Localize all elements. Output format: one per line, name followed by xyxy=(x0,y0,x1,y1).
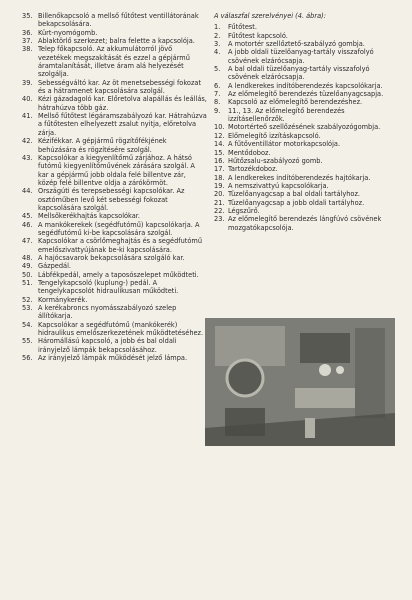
item-number: 40. xyxy=(22,95,33,104)
item-number: 14. xyxy=(214,140,225,149)
item-number: 49. xyxy=(22,262,33,271)
item-number: 43. xyxy=(22,153,33,162)
item-text: Kürt-nyomógomb. xyxy=(38,28,98,37)
list-item xyxy=(22,29,207,37)
item-number: 52. xyxy=(22,295,33,304)
list-item xyxy=(22,154,207,187)
item-text: Háromállású kapcsoló, a jobb és bal oldali irányjelző lámpák bekapcsolásához. xyxy=(38,337,177,354)
item-number: 6. xyxy=(214,81,221,90)
list-item xyxy=(22,337,207,354)
list-item xyxy=(22,296,207,304)
item-text: Tartozékdoboz. xyxy=(228,165,278,174)
list-item xyxy=(214,190,394,198)
item-text: Gázpedál. xyxy=(38,262,72,271)
item-text: Kapcsoló az előmelegítő berendezéshez. xyxy=(228,98,363,107)
bulkhead-photo-illustration xyxy=(205,318,395,446)
control-list xyxy=(22,12,207,362)
list-item xyxy=(22,304,207,321)
item-number: 50. xyxy=(22,270,33,279)
item-text: Telep főkapcsoló. Az akkumulátorról jövő vezetékek megszakítását és ezzel a gépjármű áramtalanítását, illetve áram alá helyezését szolgálja. xyxy=(38,45,190,79)
list-item xyxy=(22,354,207,362)
item-text: Az előmelegítő berendezés tüzelőanyagcsapja. xyxy=(228,90,384,99)
item-number: 3. xyxy=(214,40,221,49)
item-text: Légszűrő. xyxy=(228,206,260,215)
list-item xyxy=(214,48,394,65)
item-number: 39. xyxy=(22,78,33,87)
item-text: Billenőkapcsoló a mellső fűtőtest ventillátorának bekapcsolására. xyxy=(38,12,199,29)
list-item xyxy=(214,215,394,232)
list-item xyxy=(214,82,394,90)
item-text: Kézifékkar. A gépjármű rögzítőfékjének behúzására és rögzítésére szolgál. xyxy=(38,137,167,154)
list-item xyxy=(22,321,207,338)
item-text: Mellsőkerékhajtás kapcsolókar. xyxy=(38,212,141,221)
item-text: A fűtőventillátor motorkapcsolója. xyxy=(228,140,341,149)
item-text: A mankókerekek (segédfutómű) kapcsolókarja. A segédfutómű ki-be kapcsolására szolgál. xyxy=(38,220,200,237)
item-number: 5. xyxy=(214,65,221,74)
item-text: Az irányjelző lámpák működését jelző lámpa. xyxy=(38,354,188,363)
item-number: 12. xyxy=(214,131,225,140)
list-item xyxy=(214,132,394,140)
item-text: Ablaktörlő szerkezet; balra felette a kapcsolója. xyxy=(38,37,195,46)
item-number: 9. xyxy=(214,106,221,115)
item-text: Kapcsolókar a csörlőmeghajtás és a segédfutómű emelőszivattyújának be-ki kapcsolására. xyxy=(38,237,202,254)
item-number: 19. xyxy=(214,181,225,190)
list-item xyxy=(22,12,207,29)
item-text: Motortérteő szellőzésének szabályozógombja. xyxy=(228,123,381,132)
list-item xyxy=(214,165,394,173)
list-item xyxy=(214,107,394,124)
item-number: 51. xyxy=(22,279,33,287)
item-text: A jobb oldali tüzelőanyag-tartály visszafolyó csövének elzárócsapja. xyxy=(228,48,374,65)
list-item xyxy=(214,199,394,207)
item-text: Országúti és terepsebességi kapcsolókar. Az osztóműben levő két sebességi fokozat kapcsolására szolgál. xyxy=(38,187,185,212)
item-number: 35. xyxy=(22,12,33,20)
item-number: 37. xyxy=(22,37,33,46)
item-text: Előmelegítő izzításkapcsoló. xyxy=(228,131,321,140)
item-text: Az előmelegítő berendezés lángfúvó csövének mozgatókapcsolója. xyxy=(228,215,382,232)
list-item xyxy=(22,79,207,96)
list-item xyxy=(22,271,207,279)
item-text: Tengelykapcsoló (kuplung-) pedál. A tengelykapcsolót hidraulikusan működteti. xyxy=(38,279,179,296)
list-item xyxy=(214,123,394,131)
list-item xyxy=(22,187,207,212)
list-item xyxy=(214,157,394,165)
item-number: 55. xyxy=(22,337,33,346)
item-text: Kézi gázadagoló kar. Előretolva alapállás és leállás, hátrahúzva több gáz. xyxy=(38,95,207,112)
bulkhead-photo xyxy=(205,318,395,446)
item-number: 48. xyxy=(22,253,33,262)
item-text: 11., 13. Az előmelegítő berendezés izzításellenőrzők. xyxy=(228,106,345,124)
item-text: A kerékabroncs nyomásszabályozó szelep állítókarja. xyxy=(38,304,177,321)
item-text: Hűtőzsalu-szabályozó gomb. xyxy=(228,156,323,165)
item-number: 17. xyxy=(214,165,225,174)
item-text: A nemszivattyú kapcsolókarja. xyxy=(228,181,329,190)
item-number: 18. xyxy=(214,173,225,182)
item-number: 15. xyxy=(214,148,225,157)
item-text: Mellső fűtőtest légáramszabályozó kar. Hátrahúzva a fűtőtesten elhelyezett zsalut nyitja, előretolva zárja. xyxy=(38,112,207,137)
item-number: 38. xyxy=(22,45,33,54)
item-text: Kapcsolókar a kiegyenlítőmű zárjához. A hátsó futómű kiegyenlítőművének zárására szolgál. A kar a gépjármű jobb oldala felé billentve zár, közép felé billentve oldja a zárókörmöt. xyxy=(38,153,195,187)
item-text: A lendkerekes indítóberendezés hajtókarja. xyxy=(228,173,371,182)
item-text: Tüzelőanyagcsap a jobb oldali tartályhoz. xyxy=(228,198,365,207)
item-text: A lendkerekes indítóberendezés kapcsolókarja. xyxy=(228,81,383,90)
section-heading: A válaszfal szerelvényei (4. ábra): xyxy=(214,12,326,20)
item-number: 45. xyxy=(22,212,33,221)
item-number: 1. xyxy=(214,23,221,32)
item-text: Tüzelőanyagcsap a bal oldali tartályhoz. xyxy=(228,190,361,199)
item-number: 2. xyxy=(214,31,221,40)
list-item xyxy=(22,237,207,254)
list-item xyxy=(214,149,394,157)
item-number: 22. xyxy=(214,206,225,215)
item-text: A hajócsavarok bekapcsolására szolgáló kar. xyxy=(38,253,185,262)
item-text: Lábfékpedál, amely a taposószelepet működteti. xyxy=(38,270,199,279)
list-item xyxy=(214,32,394,40)
list-item xyxy=(22,212,207,220)
item-text: Kapcsolókar a segédfutómű (mankókerék) hidraulikus emelőszerkezetének működtetéséhez. xyxy=(38,320,204,338)
item-number: 47. xyxy=(22,237,33,246)
list-item xyxy=(22,95,207,112)
list-item xyxy=(214,140,394,148)
item-number: 21. xyxy=(214,198,225,207)
item-number: 20. xyxy=(214,190,225,199)
item-number: 42. xyxy=(22,137,33,146)
list-item xyxy=(22,262,207,270)
list-item xyxy=(214,182,394,190)
item-number: 54. xyxy=(22,320,33,329)
item-number: 46. xyxy=(22,220,33,229)
item-number: 10. xyxy=(214,123,225,132)
list-item xyxy=(22,112,207,137)
item-number: 44. xyxy=(22,187,33,196)
item-number: 23. xyxy=(214,215,225,224)
item-number: 16. xyxy=(214,156,225,165)
item-text: A motortér szellőztető-szabályzó gombja. xyxy=(228,40,365,49)
item-number: 4. xyxy=(214,48,221,57)
list-item xyxy=(214,98,394,106)
item-text: Mentődoboz. xyxy=(228,148,271,157)
item-number: 41. xyxy=(22,112,33,121)
list-item xyxy=(214,174,394,182)
list-item xyxy=(22,254,207,262)
item-number: 7. xyxy=(214,90,221,99)
item-text: Kormánykerék. xyxy=(38,295,88,304)
item-number: 8. xyxy=(214,98,221,107)
list-item xyxy=(22,137,207,154)
list-item xyxy=(214,207,394,215)
item-text: Sebességváltó kar. Az öt menetsebességi fokozat és a hátramenet kapcsolására szolgál. xyxy=(38,78,202,96)
item-text: Fűtőtest. xyxy=(228,23,257,32)
item-text: Fűtőtest kapcsoló. xyxy=(228,31,288,40)
list-item xyxy=(214,23,394,31)
list-item xyxy=(22,221,207,238)
list-item xyxy=(22,45,207,78)
list-item xyxy=(22,279,207,296)
left-column xyxy=(22,12,207,362)
list-item xyxy=(214,65,394,82)
item-text: A bal oldali tüzelőanyag-tartály visszafolyó csövének elzárócsapja. xyxy=(228,65,370,82)
item-number: 36. xyxy=(22,28,33,37)
right-column xyxy=(214,12,394,232)
bulkhead-fittings-list xyxy=(214,23,394,232)
item-number: 56. xyxy=(22,354,33,363)
item-number: 53. xyxy=(22,304,33,313)
